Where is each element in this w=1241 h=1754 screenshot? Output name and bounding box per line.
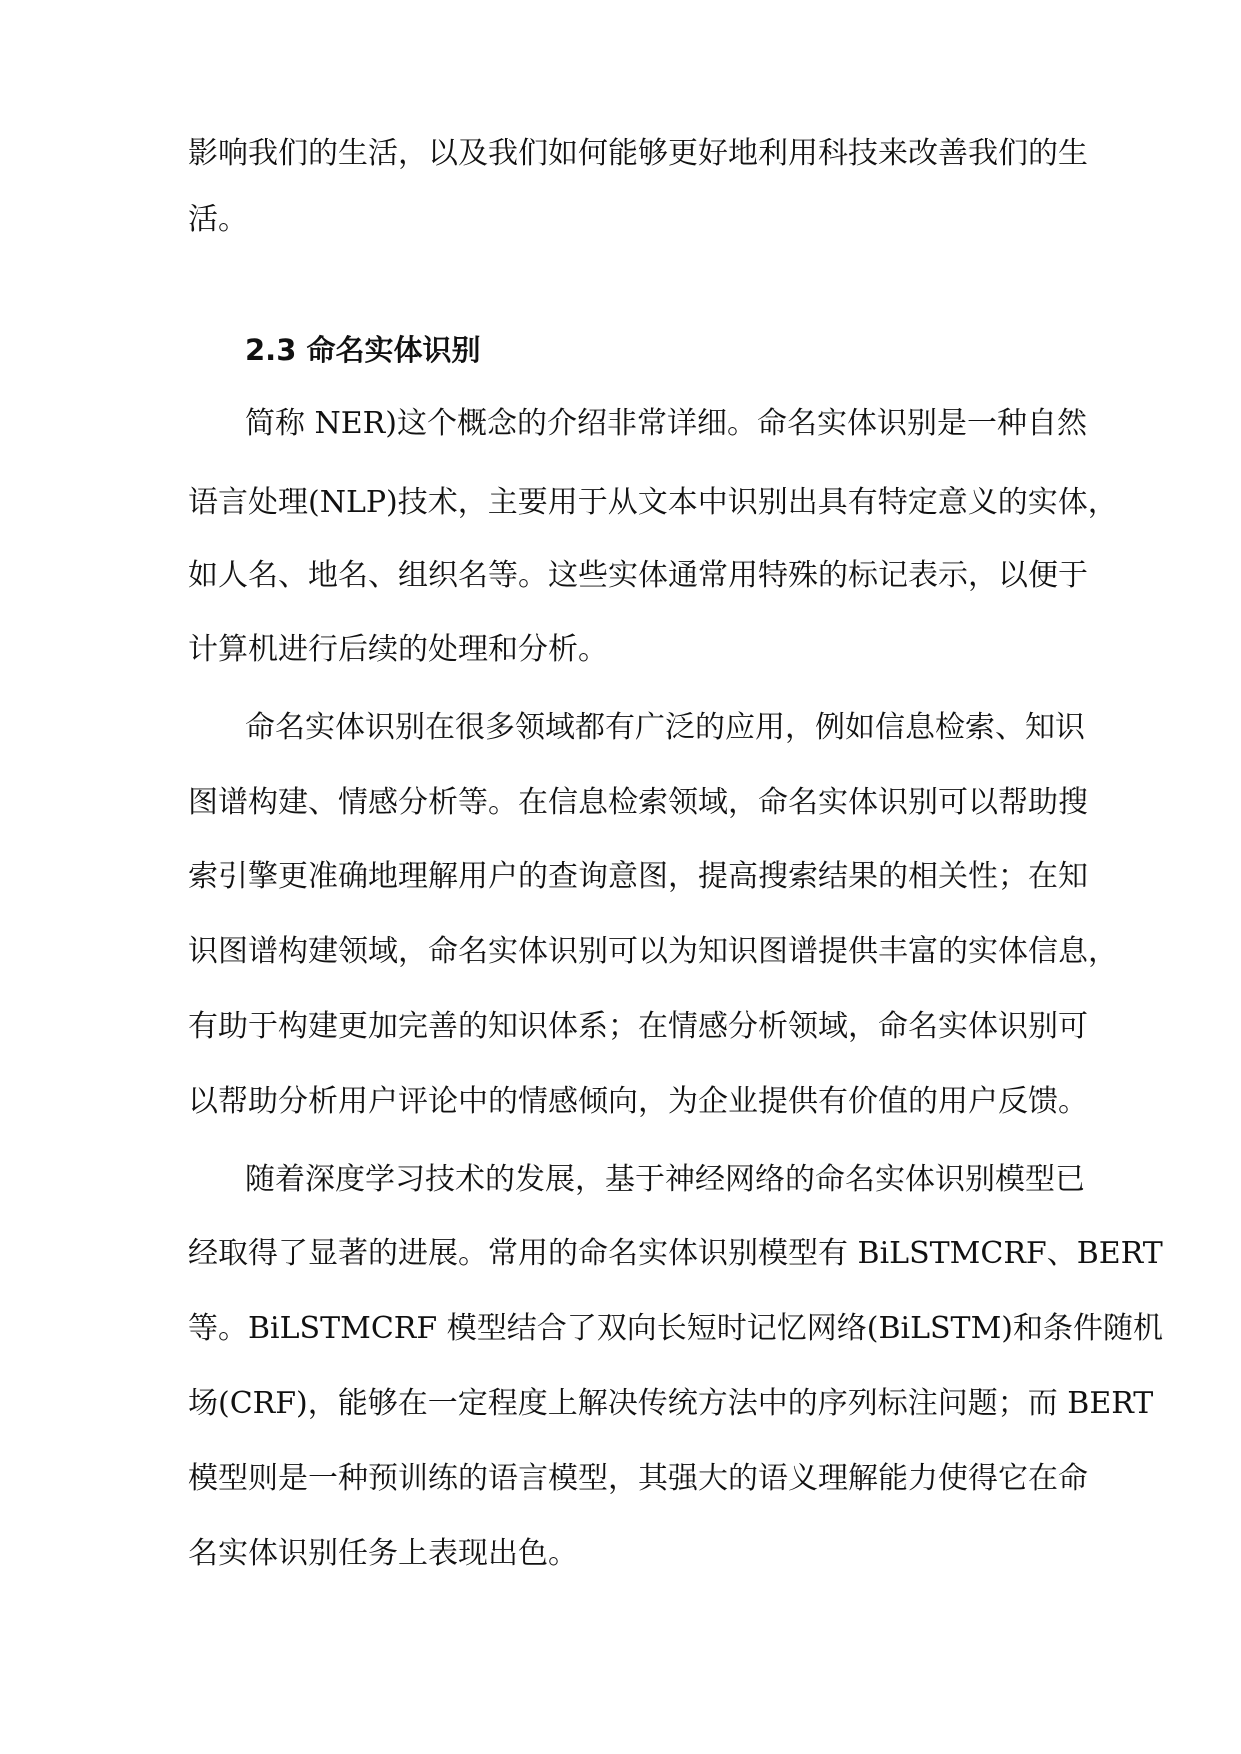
paragraph-line: 索引擎更准确地理解用户的查询意图，提高搜索结果的相关性；在知 xyxy=(188,859,1088,894)
paragraph-line: 图谱构建、情感分析等。在信息检索领域，命名实体识别可以帮助搜 xyxy=(188,785,1088,820)
paragraph-line: 场(CRF)，能够在一定程度上解决传统方法中的序列标注问题；而 BERT xyxy=(188,1386,1154,1421)
paragraph-line: 名实体识别任务上表现出色。 xyxy=(188,1536,578,1571)
paragraph-line: 等。BiLSTMCRF 模型结合了双向长短时记忆网络(BiLSTM)和条件随机 xyxy=(188,1311,1163,1346)
paragraph-line: 模型则是一种预训练的语言模型，其强大的语义理解能力使得它在命 xyxy=(188,1461,1088,1496)
paragraph-line: 简称 NER)这个概念的介绍非常详细。命名实体识别是一种自然 xyxy=(245,406,1087,441)
section-heading: 2.3 命名实体识别 xyxy=(245,333,481,367)
paragraph-line: 语言处理(NLP)技术，主要用于从文本中识别出具有特定意义的实体， xyxy=(188,485,1118,520)
paragraph-line: 命名实体识别在很多领域都有广泛的应用，例如信息检索、知识 xyxy=(245,710,1085,745)
paragraph-line: 识图谱构建领域，命名实体识别可以为知识图谱提供丰富的实体信息， xyxy=(188,934,1118,969)
paragraph-line: 随着深度学习技术的发展，基于神经网络的命名实体识别模型已 xyxy=(245,1162,1085,1197)
paragraph-line: 影响我们的生活，以及我们如何能够更好地利用科技来改善我们的生 xyxy=(188,136,1088,171)
paragraph-line: 经取得了显著的进展。常用的命名实体识别模型有 BiLSTMCRF、BERT xyxy=(188,1236,1163,1271)
paragraph-line: 计算机进行后续的处理和分析。 xyxy=(188,632,608,667)
paragraph-line: 以帮助分析用户评论中的情感倾向，为企业提供有价值的用户反馈。 xyxy=(188,1084,1088,1119)
paragraph-line: 有助于构建更加完善的知识体系；在情感分析领域，命名实体识别可 xyxy=(188,1009,1088,1044)
paragraph-line: 如人名、地名、组织名等。这些实体通常用特殊的标记表示，以便于 xyxy=(188,558,1088,593)
paragraph-line: 活。 xyxy=(188,202,248,237)
